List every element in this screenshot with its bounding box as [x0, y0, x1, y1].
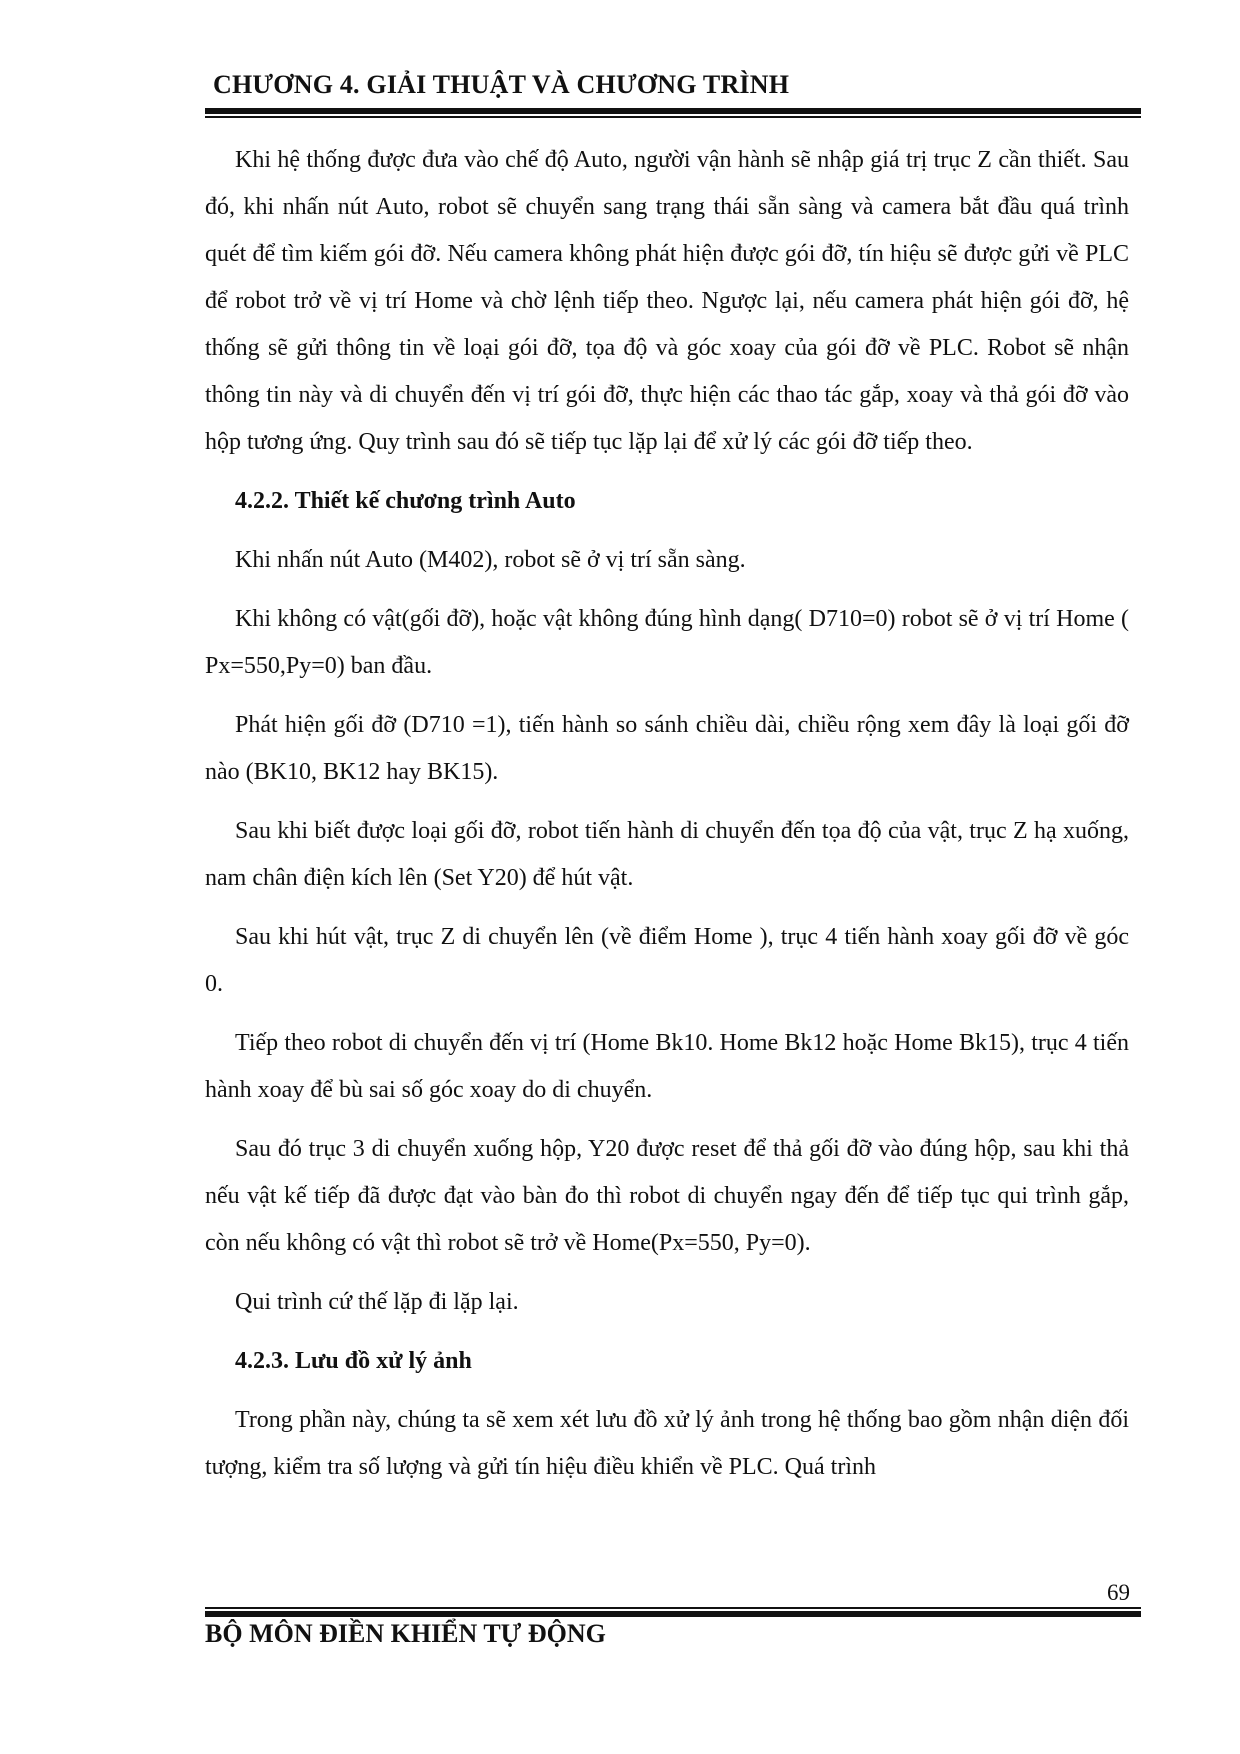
paragraph: Trong phần này, chúng ta sẽ xem xét lưu đồ xử lý ảnh trong hệ thống bao gồm nhận diện đối tượng, kiểm tra số lượng và gửi tín hiệu điều khiển về PLC. Quá trình [205, 1407, 1129, 1480]
footer-rule-thick [205, 1611, 1141, 1617]
intro-paragraph: Khi hệ thống được đưa vào chế độ Auto, người vận hành sẽ nhập giá trị trục Z cần thiết. Sau đó, khi nhấn nút Auto, robot sẽ chuyển sang trạng thái sẵn sàng và camera bắt đầu quá trình quét để tìm kiếm gói đỡ. Nếu camera không phát hiện được gói đỡ, tín hiệu sẽ được gửi về PLC để robot trở về vị trí Home và chờ lệnh tiếp theo. Ngược lại, nếu camera phát hiện gói đỡ, hệ thống sẽ gửi thông tin về loại gói đỡ, tọa độ và góc xoay của gói đỡ về PLC. Robot sẽ nhận thông tin này và di chuyển đến vị trí gói đỡ, thực hiện các thao tác gắp, xoay và thả gói đỡ vào hộp tương ứng. Quy trình sau đó sẽ tiếp tục lặp lại để xử lý các gói đỡ tiếp theo. [205, 147, 1129, 455]
page-number: 69 [1107, 1580, 1130, 1605]
chapter-header: CHƯƠNG 4. GIẢI THUẬT VÀ CHƯƠNG TRÌNH [213, 70, 790, 99]
paragraph: Sau khi hút vật, trục Z di chuyển lên (về điểm Home ), trục 4 tiến hành xoay gối đỡ về góc 0. [205, 924, 1129, 997]
body-content [205, 137, 1129, 1503]
paragraph: Qui trình cứ thế lặp đi lặp lại. [235, 1289, 519, 1315]
section-heading-4-2-2: 4.2.2. Thiết kế chương trình Auto [235, 488, 576, 514]
paragraph: Khi không có vật(gối đỡ), hoặc vật không đúng hình dạng( D710=0) robot sẽ ở vị trí Home ( Px=550,Py=0) ban đầu. [205, 606, 1129, 679]
header-rule-thin [205, 116, 1141, 118]
paragraph: Sau đó trục 3 di chuyển xuống hộp, Y20 được reset để thả gối đỡ vào đúng hộp, sau khi thả nếu vật kế tiếp đã được đạt vào bàn đo thì robot di chuyển ngay đến để tiếp tục qui trình gắp, còn nếu không có vật thì robot sẽ trở về Home(Px=550, Py=0). [205, 1136, 1129, 1256]
paragraph: Tiếp theo robot di chuyển đến vị trí (Home Bk10. Home Bk12 hoặc Home Bk15), trục 4 tiến hành xoay để bù sai số góc xoay do di chuyển. [205, 1030, 1129, 1103]
paragraph: Khi nhấn nút Auto (M402), robot sẽ ở vị trí sẵn sàng. [235, 547, 746, 573]
paragraph: Phát hiện gối đỡ (D710 =1), tiến hành so sánh chiều dài, chiều rộng xem đây là loại gối đỡ nào (BK10, BK12 hay BK15). [205, 712, 1129, 785]
footer-rule-thin [205, 1607, 1141, 1609]
section-heading-4-2-3: 4.2.3. Lưu đồ xử lý ảnh [235, 1348, 472, 1374]
header-rule-thick [205, 108, 1141, 114]
department-footer: BỘ MÔN ĐIỀN KHIỂN TỰ ĐỘNG [205, 1619, 606, 1648]
paragraph: Sau khi biết được loại gối đỡ, robot tiến hành di chuyển đến tọa độ của vật, trục Z hạ xuống, nam chân điện kích lên (Set Y20) để hút vật. [205, 818, 1129, 891]
